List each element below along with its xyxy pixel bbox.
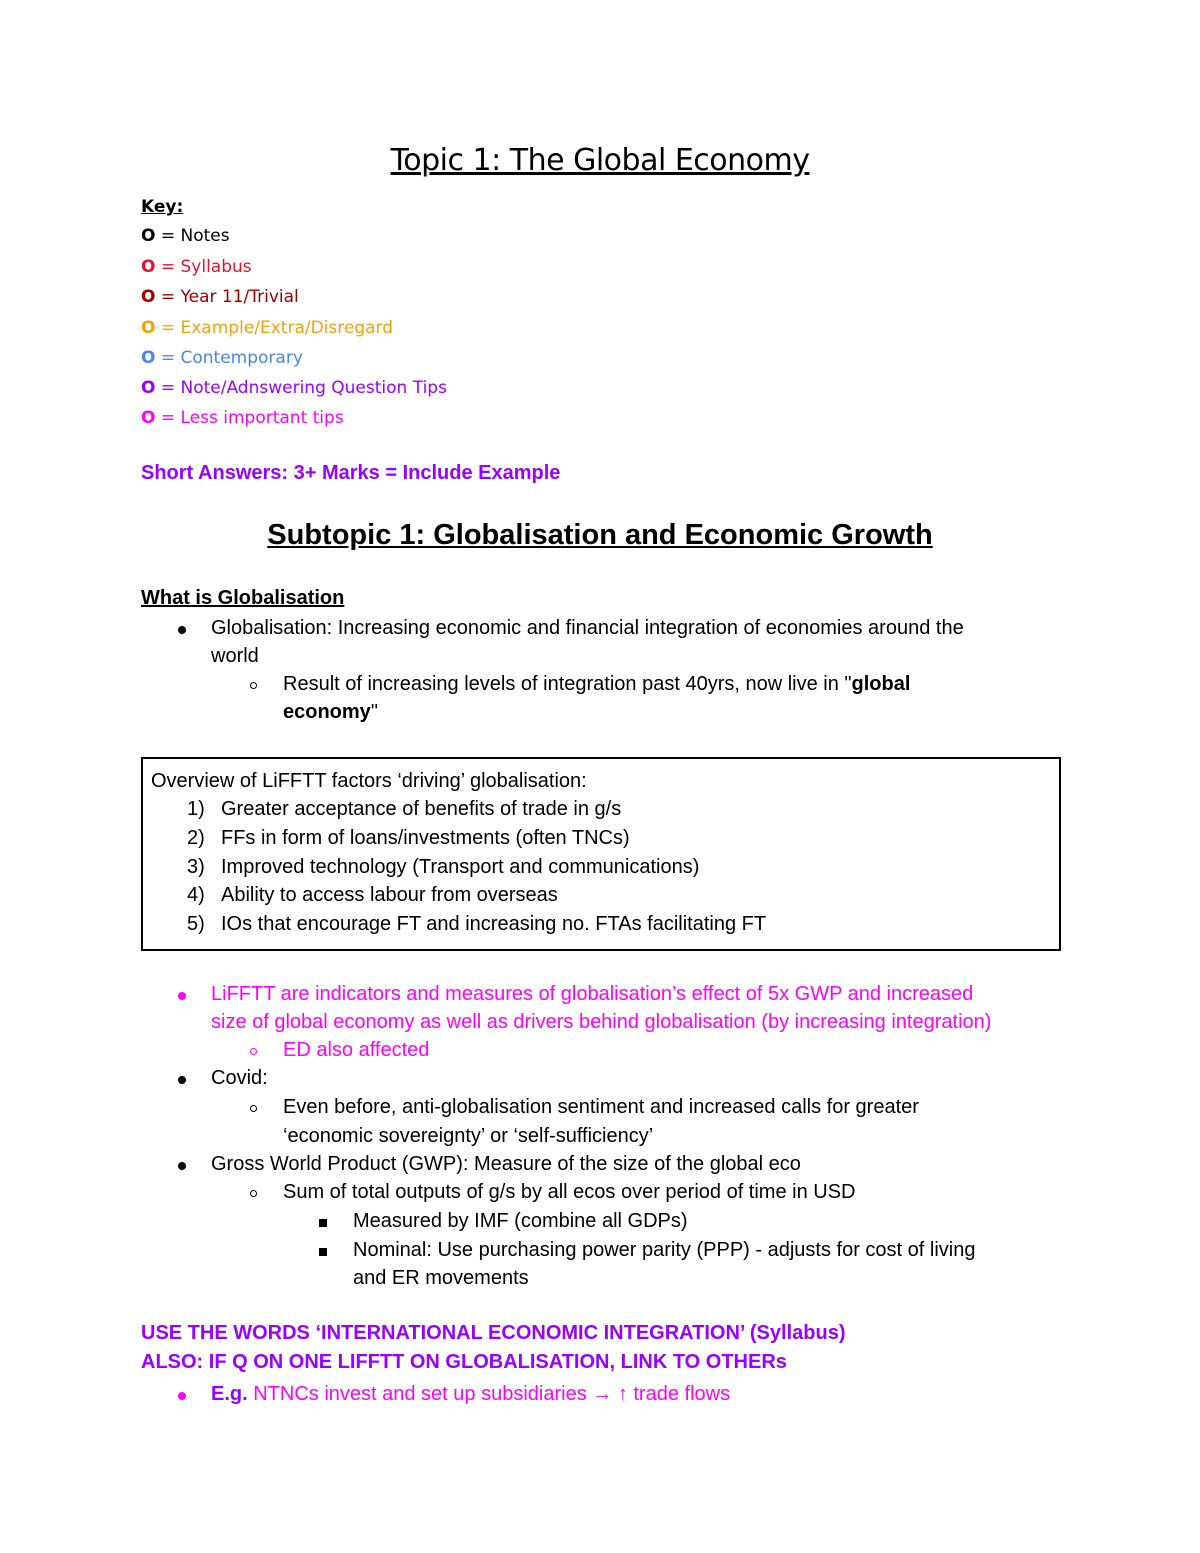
gwp-nominal-note: Nominal: Use purchasing power parity (PPP) - adjusts for cost of living — [353, 1239, 976, 1261]
bullet-dot-icon — [178, 1392, 186, 1400]
integration-note: Result of increasing levels of integration past 40yrs, now live in "global — [283, 673, 911, 695]
link-tip: ALSO: IF Q ON ONE LIFFTT ON GLOBALISATION, LINK TO OTHERs — [141, 1351, 787, 1373]
bullet-dot-icon — [178, 1076, 186, 1084]
box-item-number: 4) — [187, 884, 205, 906]
box-heading: Overview of LiFFTT factors ‘driving’ globalisation: — [151, 770, 587, 792]
gwp-note: Gross World Product (GWP): Measure of the size of the global eco — [211, 1153, 801, 1175]
key-item-less-important: O = Less important tips — [141, 408, 344, 428]
globalisation-definition-cont: world — [211, 645, 259, 667]
box-item-number: 2) — [187, 827, 205, 849]
covid-sub-note-cont: ‘economic sovereignty’ or ‘self-sufficiency’ — [283, 1125, 654, 1147]
page-title: Topic 1: The Global Economy — [390, 143, 810, 178]
liffft-note: LiFFTT are indicators and measures of globalisation’s effect of 5x GWP and increased — [211, 983, 974, 1005]
box-item-text: Greater acceptance of benefits of trade in g/s — [221, 798, 622, 820]
globalisation-definition: Globalisation: Increasing economic and financial integration of economies around the — [211, 617, 964, 639]
key-item-notes: O = Notes — [141, 226, 230, 246]
bullet-circle-icon — [250, 1190, 257, 1197]
bullet-dot-icon — [178, 1162, 186, 1170]
covid-note: Covid: — [211, 1067, 268, 1089]
bullet-dot-icon — [178, 626, 186, 634]
gwp-sub-note: Sum of total outputs of g/s by all ecos over period of time in USD — [283, 1181, 856, 1203]
example-tip: E.g. NTNCs invest and set up subsidiaries → ↑ trade flows — [211, 1383, 731, 1405]
gwp-nominal-note-cont: and ER movements — [353, 1267, 529, 1289]
integration-tip: USE THE WORDS ‘INTERNATIONAL ECONOMIC INTEGRATION’ (Syllabus) — [141, 1322, 846, 1344]
key-item-year11: O = Year 11/Trivial — [141, 287, 299, 307]
key-heading: Key: — [141, 197, 184, 217]
box-item-number: 5) — [187, 913, 205, 935]
key-item-syllabus: O = Syllabus — [141, 257, 252, 277]
bullet-circle-icon — [250, 1105, 257, 1112]
bullet-dot-icon — [178, 992, 186, 1000]
liffft-note-cont: size of global economy as well as drivers behind globalisation (by increasing integration) — [211, 1011, 992, 1033]
subtopic-heading: Subtopic 1: Globalisation and Economic Growth — [267, 519, 933, 551]
integration-note-cont: economy" — [283, 701, 378, 723]
gwp-imf-note: Measured by IMF (combine all GDPs) — [353, 1210, 688, 1232]
key-item-tips: O = Note/Adnswering Question Tips — [141, 378, 447, 398]
box-item-text: Ability to access labour from overseas — [221, 884, 558, 906]
ed-note: ED also affected — [283, 1039, 430, 1061]
box-item-number: 3) — [187, 856, 205, 878]
section-heading: What is Globalisation — [141, 587, 345, 609]
covid-sub-note: Even before, anti-globalisation sentiment and increased calls for greater — [283, 1096, 919, 1118]
key-item-example: O = Example/Extra/Disregard — [141, 318, 394, 338]
box-item-text: IOs that encourage FT and increasing no. FTAs facilitating FT — [221, 913, 767, 935]
box-item-number: 1) — [187, 798, 205, 820]
bullet-square-icon — [319, 1248, 327, 1256]
key-item-contemporary: O = Contemporary — [141, 348, 303, 368]
box-item-text: FFs in form of loans/investments (often TNCs) — [221, 827, 630, 849]
box-item-text: Improved technology (Transport and communications) — [221, 856, 700, 878]
bullet-square-icon — [319, 1219, 327, 1227]
bullet-circle-icon — [250, 682, 257, 689]
bullet-circle-icon — [250, 1048, 257, 1055]
short-answers-tip: Short Answers: 3+ Marks = Include Example — [141, 462, 561, 484]
